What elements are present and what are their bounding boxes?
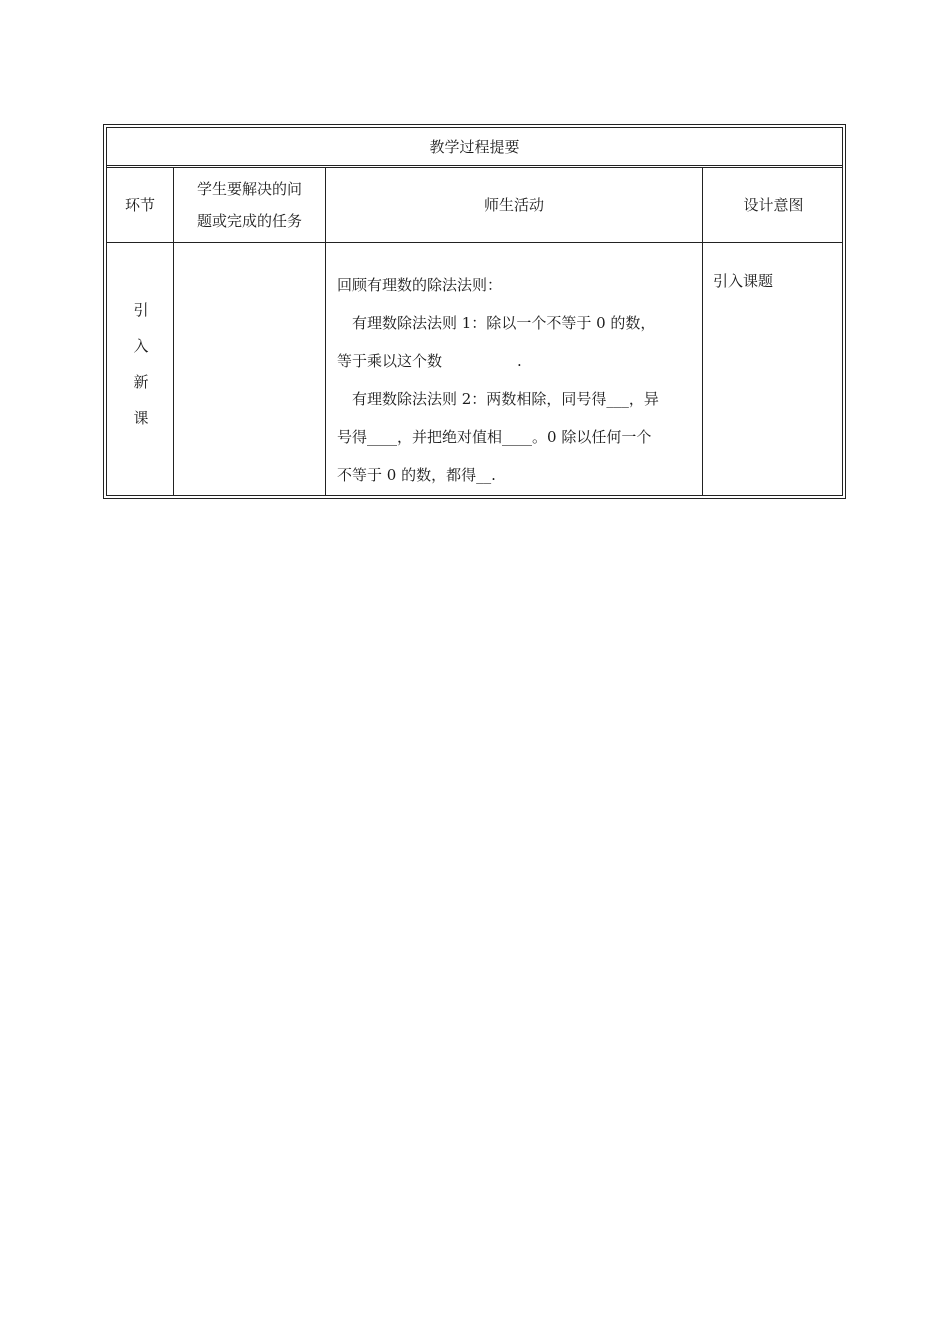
header-section xyxy=(107,168,173,242)
header-task-line1: 学生要解决的问 xyxy=(196,180,302,198)
section-char: 引 xyxy=(133,301,149,319)
activity-line: 有理数除法法则 2：两数相除，同号得___，异 xyxy=(337,390,659,408)
table-title: 教学过程提要 xyxy=(429,138,520,156)
table-title-row xyxy=(107,128,842,166)
activity-line: 有理数除法法则 1：除以一个不等于 0 的数， xyxy=(337,314,656,332)
header-activity xyxy=(326,168,702,242)
section-char: 课 xyxy=(133,409,149,427)
header-divider xyxy=(107,242,842,243)
activity-line: 等于乘以这个数 . xyxy=(337,352,522,370)
activity-line: 回顾有理数的除法法则： xyxy=(337,276,503,294)
activity-line: 不等于 0 的数，都得__. xyxy=(337,466,496,484)
header-task xyxy=(174,168,325,242)
header-section-label: 环节 xyxy=(124,196,155,214)
design-intent: 引入课题 xyxy=(713,272,774,290)
lesson-table xyxy=(103,124,846,499)
header-activity-label: 师生活动 xyxy=(483,196,544,214)
section-char: 新 xyxy=(133,373,149,391)
header-intent xyxy=(703,168,844,242)
header-task-line2: 题或完成的任务 xyxy=(196,212,302,230)
lesson-table-inner xyxy=(106,127,843,496)
header-intent-label: 设计意图 xyxy=(743,196,804,214)
section-char: 入 xyxy=(133,337,149,355)
activity-line: 号得____，并把绝对值相____。0 除以任何一个 xyxy=(337,428,652,446)
activity-content xyxy=(337,266,697,494)
